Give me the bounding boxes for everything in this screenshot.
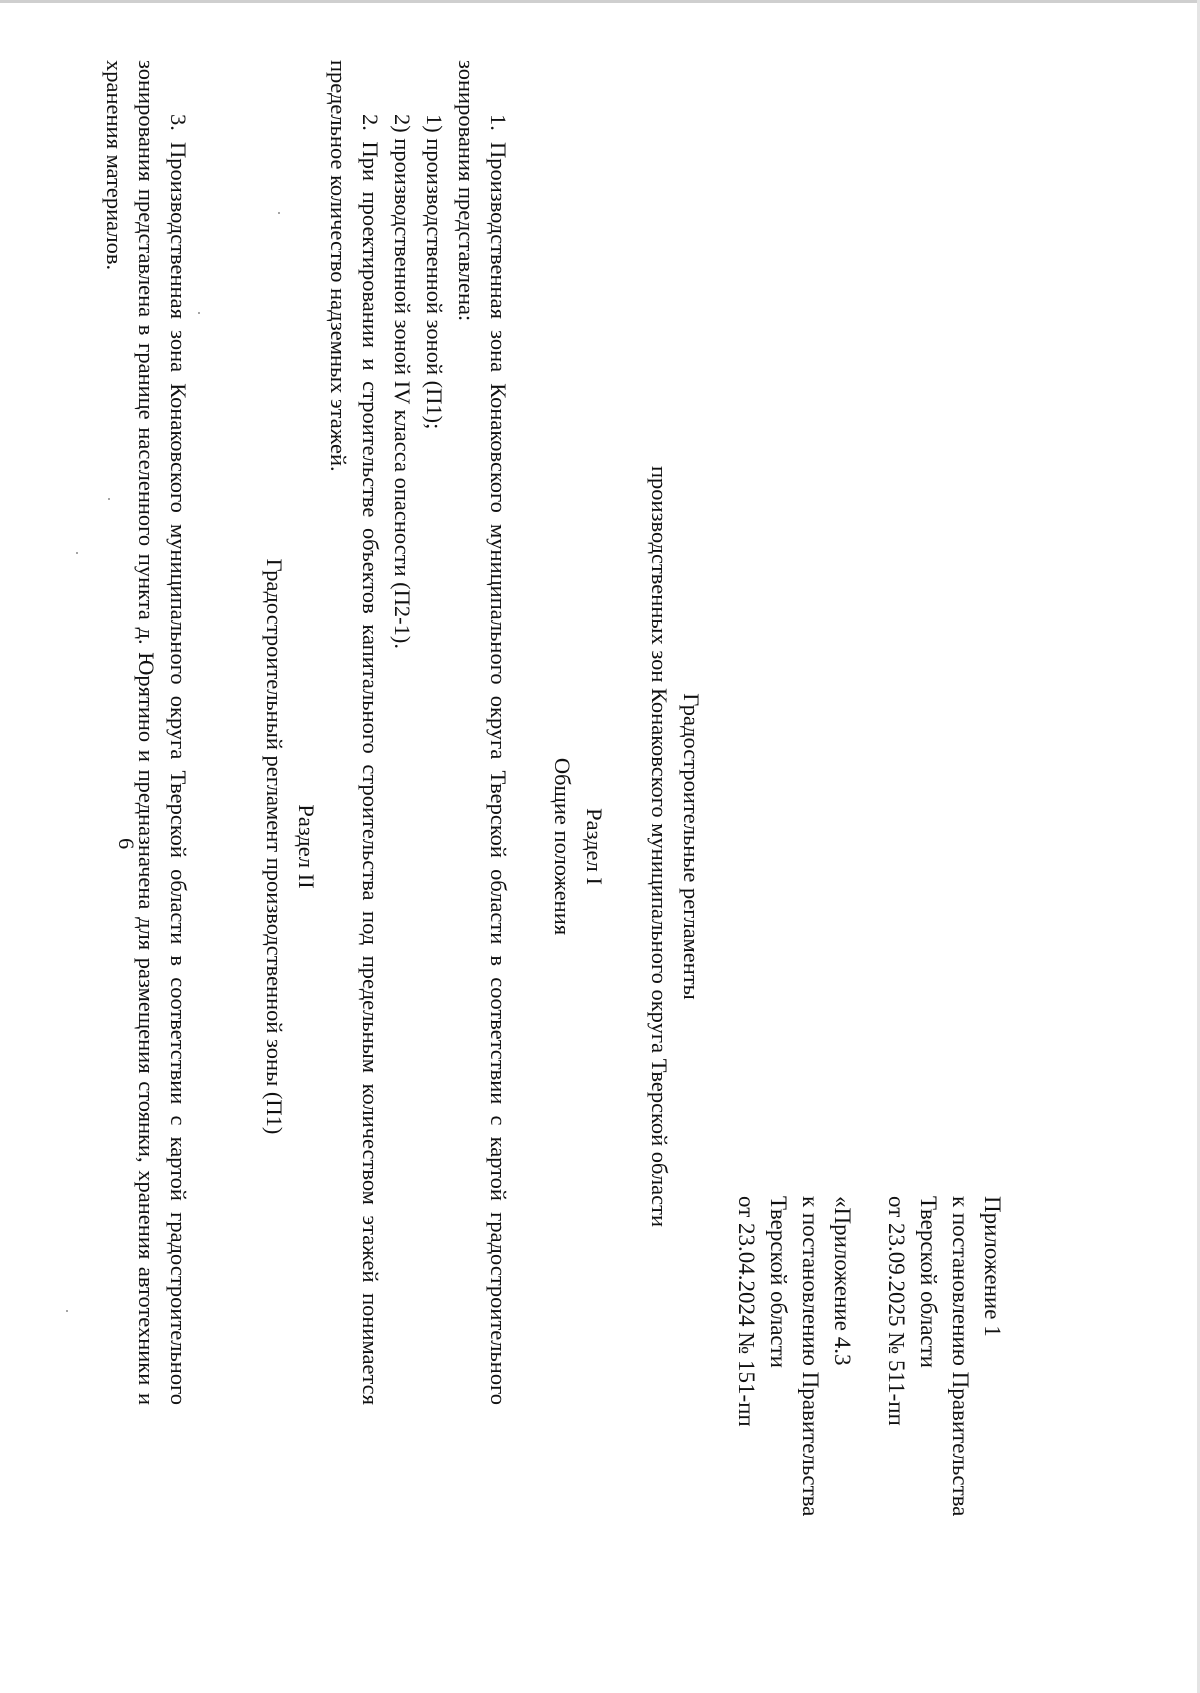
section-2-subheading: Градостроительный регламент производственной зоны (П1): [262, 558, 287, 1135]
scan-speck: [108, 498, 110, 500]
appendix-current-line-1: Приложение 1: [980, 1196, 1005, 1337]
appendix-original: [730, 1196, 858, 1516]
list-item-2: 2) производственной зоной IV класса опасности (П2-1).: [390, 114, 415, 650]
appendix-original-line-1: «Приложение 4.3: [830, 1196, 855, 1366]
section-1-subheading: Общие положения: [550, 757, 575, 936]
scan-speck: [278, 212, 280, 214]
section-1-heading: Раздел I: [582, 808, 607, 885]
document-title-line-1: Градостроительные регламенты: [679, 693, 704, 1000]
section-2-heading: Раздел II: [294, 804, 319, 889]
list-item-1: 1) производственной зоной (П1);: [422, 114, 447, 430]
paragraph-1: 1. Производственная зона Конаковского муниципального округа Тверской области в соответствии с картой градостроительного зонирования представлена:: [454, 60, 511, 1405]
appendix-current-line-3: Тверской области: [916, 1196, 941, 1368]
appendix-current-line-4: от 23.09.2025 № 511-пп: [884, 1196, 909, 1426]
appendix-current-line-2: к постановлению Правительства: [948, 1196, 973, 1517]
scan-speck: [76, 552, 78, 554]
scan-speck: [198, 312, 200, 314]
paragraph-3: 3. Производственная зона Конаковского муниципального округа Тверской области в соответствии с картой градостроительного зонирования представлена в границе населенного пункта д. Юрятино и предназначена для размещения стоянки, хранения автотехники и хранения материалов.: [102, 60, 191, 1405]
appendix-current: [880, 1196, 1008, 1516]
scan-speck: [66, 1310, 68, 1312]
appendix-original-line-4: от 23.04.2024 № 151-пп: [734, 1196, 759, 1427]
appendix-original-line-2: к постановлению Правительства: [798, 1196, 823, 1517]
document-title-line-2: производственных зон Конаковского муниципального округа Тверской области: [647, 466, 672, 1227]
section-2-body: [98, 60, 194, 1405]
paragraph-2: 2. При проектировании и строительстве объектов капитального строительства под предельным количеством этажей понимается предельное количество надземных этажей.: [326, 60, 383, 1405]
appendix-original-line-3: Тверской области: [766, 1196, 791, 1368]
page-number: 6: [114, 838, 139, 850]
section-1-body: [322, 60, 514, 1405]
